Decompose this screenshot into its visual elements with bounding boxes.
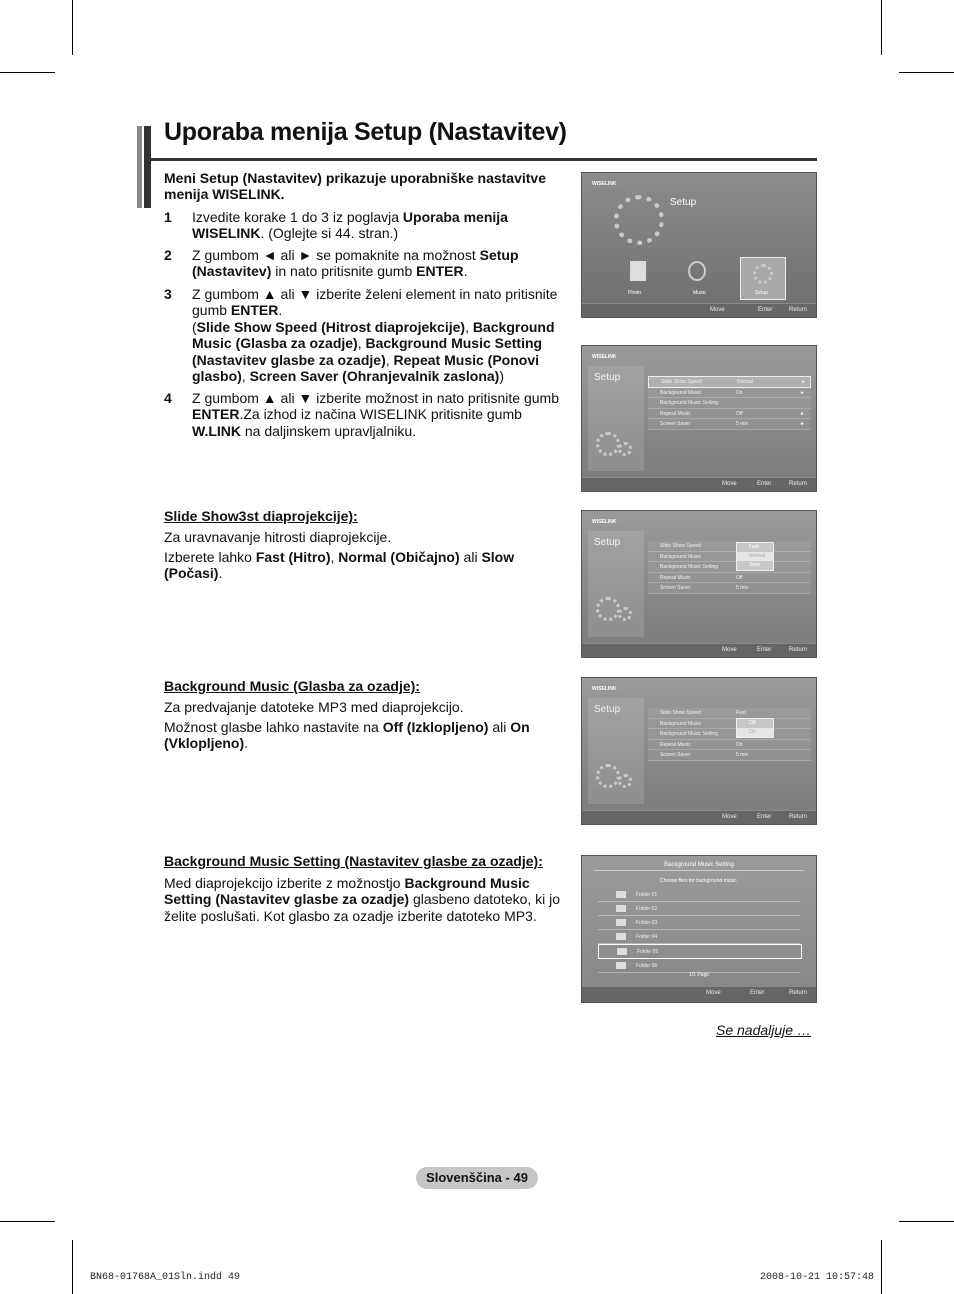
menu-label: Background Music Setting (660, 400, 719, 406)
setup-label: Setup (594, 537, 621, 548)
menu-value: Normal (737, 379, 754, 385)
section-heading-bgmusic: Background Music (Glasba za ozadje): (164, 678, 420, 694)
menu-label: Background Music (660, 720, 702, 727)
brand-logo: WISELINK (592, 519, 617, 525)
menu-value: Fast (736, 710, 746, 716)
menu-row[interactable] (648, 552, 811, 563)
menu-label: Repeat Music (660, 410, 691, 417)
option-fast[interactable]: Fast (749, 544, 759, 550)
option-off[interactable]: Off (749, 720, 756, 726)
section-text: Za uravnavanje hitrosti diaprojekcije. (164, 529, 392, 545)
section-heading-slideshow: Slide Show3st diaprojekcije): (164, 508, 358, 524)
option-slow[interactable]: Slow (749, 562, 760, 568)
section-text: Za predvajanje datoteke MP3 med diaprojekcijo. (164, 699, 464, 715)
footer-return: Return (789, 307, 808, 313)
screenshot-setup-menu (581, 345, 817, 492)
crop-mark (881, 1240, 882, 1294)
page-title: Uporaba menija Setup (Nastavitev) (164, 118, 567, 146)
icon-label: Photo (628, 290, 642, 296)
print-meta-date: 2008-10-21 10:57:48 (760, 1272, 875, 1283)
folder-row[interactable] (598, 959, 800, 973)
menu-row[interactable] (648, 729, 811, 740)
folder-row-selected[interactable] (598, 944, 802, 959)
step-number: 4 (164, 390, 172, 406)
setup-menu (648, 708, 811, 761)
divider (594, 870, 804, 871)
folder-name: Folder 04 (636, 934, 658, 940)
folder-row[interactable] (598, 930, 800, 944)
continue-note: Se nadaljuje … (716, 1022, 811, 1038)
footer-enter: Enter (758, 307, 773, 313)
menu-label: Background Music (660, 389, 702, 396)
title-bar-decoration (137, 126, 142, 208)
option-normal[interactable]: Normal (737, 552, 773, 561)
screen-footer (582, 986, 816, 1002)
step-number: 2 (164, 247, 172, 263)
footer-enter: Enter (757, 814, 772, 820)
step-text: Z gumbom ▲ ali ▼ izberite možnost in nato pritisnite gumb ENTER.Za izhod iz načina WISELINK pritisnite gumb W.LINK na daljinskem upravljalniku. (192, 390, 559, 439)
menu-row[interactable] (648, 583, 811, 594)
menu-row[interactable] (648, 388, 811, 399)
arrow-right-icon: ► (801, 379, 806, 385)
icon-label: Setup (755, 290, 769, 296)
screen-footer (582, 303, 816, 317)
crop-mark (72, 0, 73, 55)
setup-menu (648, 376, 811, 430)
arrow-right-icon: ► (800, 421, 805, 427)
screen-footer (582, 643, 816, 657)
section-heading-bgsetting: Background Music Setting (Nastavitev glasbe za ozadje): (164, 853, 543, 869)
gear-icon (596, 432, 620, 456)
footer-return: Return (789, 814, 808, 820)
gear-icon (753, 264, 773, 284)
step-text: Z gumbom ◄ ali ► se pomaknite na možnost Setup (Nastavitev) in nato pritisnite gumb ENTER. (192, 247, 519, 280)
folder-icon (616, 962, 626, 969)
folder-name: Folder 01 (636, 892, 658, 898)
folder-row[interactable] (598, 888, 800, 902)
gear-icon (596, 597, 620, 621)
menu-label: Repeat Music (660, 574, 691, 581)
menu-row[interactable] (648, 573, 811, 584)
menu-row[interactable] (648, 409, 811, 420)
gear-icon (618, 442, 632, 456)
menu-value: 5 min (736, 421, 749, 427)
print-meta-file: BN68-01768A_01Sln.indd 49 (90, 1272, 241, 1283)
menu-value: On (736, 389, 743, 396)
step-text: Izvedite korake 1 do 3 iz poglavja Uporaba menija WISELINK. (Oglejte si 44. stran.) (192, 209, 508, 242)
setup-label: Setup (594, 704, 621, 715)
menu-label: Screen Saver (660, 585, 691, 591)
folder-icon (617, 948, 627, 955)
option-on[interactable]: On (737, 728, 773, 737)
setup-icon-selected[interactable] (740, 257, 786, 300)
footer-move: Move (710, 307, 725, 313)
brand-logo: WISELINK (592, 181, 617, 187)
menu-value: 5 min (736, 752, 749, 758)
footer-enter: Enter (757, 647, 772, 653)
menu-value: Off (736, 574, 743, 581)
menu-label: Slide Show Speed (661, 379, 702, 385)
section-text: Izberete lahko Fast (Hitro), Normal (Običajno) ali Slow (Počasi). (164, 549, 515, 582)
menu-row[interactable] (648, 740, 811, 751)
folder-name: Folder 05 (637, 949, 659, 955)
menu-label: Background Music Setting (660, 731, 719, 737)
brand-logo: WISELINK (592, 354, 617, 360)
setup-label: Setup (594, 372, 621, 383)
gear-icon (618, 774, 632, 788)
menu-label: Screen Saver (660, 421, 691, 427)
menu-row[interactable] (648, 719, 811, 730)
crop-mark (0, 72, 55, 73)
footer-enter: Enter (757, 481, 772, 487)
arrow-right-icon: ► (800, 389, 805, 396)
screenshot-slideshow-speed (581, 510, 817, 658)
crop-mark (899, 72, 954, 73)
section-text: Med diaprojekcijo izberite z možnostjo Background Music Setting (Nastavitev glasbe za ozadje) glasbeno datoteko, ki jo želite poslušati. Kot glasbo za ozadje izberite datoteko MP3. (164, 875, 561, 924)
screenshot-background-music (581, 677, 817, 825)
step-text: Z gumbom ▲ ali ▼ izberite želeni element in nato pritisnite gumb ENTER. (Slide Show Speed (Hitrost diaprojekcije), Background Music (Glasba za ozadje), Background Music Setting (Nastavitev glasbe za ozadje), Repeat Music (Ponovi glasbo), Screen Saver (Ohranjevalnik zaslona)) (192, 286, 558, 385)
footer-enter: Enter (750, 990, 765, 996)
gear-icon (596, 764, 620, 788)
menu-label: Background Music (660, 553, 702, 560)
footer-move: Move (722, 481, 737, 487)
speed-options-popup[interactable] (736, 542, 774, 571)
crop-mark (0, 1221, 55, 1222)
menu-label: Screen Saver (660, 752, 691, 758)
gear-icon (614, 195, 664, 245)
title-bar-decoration (144, 126, 151, 208)
step-number: 1 (164, 209, 172, 225)
crop-mark (881, 0, 882, 55)
menu-value: On (736, 741, 743, 748)
menu-label: Background Music Setting (660, 564, 719, 570)
folder-icon (616, 891, 626, 898)
step-number: 3 (164, 286, 172, 302)
menu-label: Slide Show Speed (660, 543, 701, 549)
photo-icon (630, 261, 646, 281)
screenshot-music-setting (581, 855, 817, 1003)
folder-name: Folder 03 (636, 920, 658, 926)
folder-icon (616, 905, 626, 912)
menu-row[interactable] (648, 562, 811, 573)
menu-value: 5 min (736, 585, 749, 591)
menu-row[interactable] (648, 419, 811, 430)
arrow-right-icon: ► (800, 410, 805, 417)
footer-return: Return (789, 990, 808, 996)
folder-name: Folder 02 (636, 906, 658, 912)
crop-mark (72, 1240, 73, 1294)
music-options-popup[interactable] (736, 718, 774, 738)
dialog-title: Background Music Setting (664, 862, 734, 868)
intro-text: Meni Setup (Nastavitev) prikazuje uporabniške nastavitve menija WISELINK. (164, 170, 547, 203)
screen-footer (582, 810, 816, 824)
brand-logo: WISELINK (592, 686, 617, 692)
crop-mark (899, 1221, 954, 1222)
footer-return: Return (789, 481, 808, 487)
folder-icon (616, 919, 626, 926)
folder-icon (616, 933, 626, 940)
menu-row[interactable] (648, 376, 811, 388)
menu-row[interactable] (648, 750, 811, 761)
menu-row[interactable] (648, 398, 811, 409)
icon-label: Music (693, 290, 707, 296)
footer-move: Move (706, 990, 721, 996)
menu-label: Slide Show Speed (660, 710, 701, 716)
footer-move: Move (722, 814, 737, 820)
setup-title: Setup (670, 197, 697, 208)
pager[interactable]: 1/1 Page (688, 972, 710, 978)
dialog-subtitle: Choose files for background music. (659, 878, 739, 884)
screen-footer (582, 477, 816, 491)
screenshot-setup-main (581, 172, 817, 318)
page-number: Slovenščina - 49 (416, 1167, 538, 1189)
folder-row[interactable] (598, 902, 800, 916)
folder-name: Folder 06 (636, 963, 658, 969)
section-text: Možnost glasbe lahko nastavite na Off (Izklopljeno) ali On (Vklopljeno). (164, 719, 530, 752)
setup-menu (648, 541, 811, 594)
footer-return: Return (789, 647, 808, 653)
menu-row[interactable] (648, 708, 811, 719)
menu-value: Off (736, 410, 743, 417)
music-icon (688, 261, 706, 281)
gear-icon (618, 607, 632, 621)
title-rule (150, 158, 817, 161)
folder-row[interactable] (598, 916, 800, 930)
menu-label: Repeat Music (660, 741, 691, 748)
menu-row[interactable] (648, 541, 811, 552)
footer-move: Move (722, 647, 737, 653)
